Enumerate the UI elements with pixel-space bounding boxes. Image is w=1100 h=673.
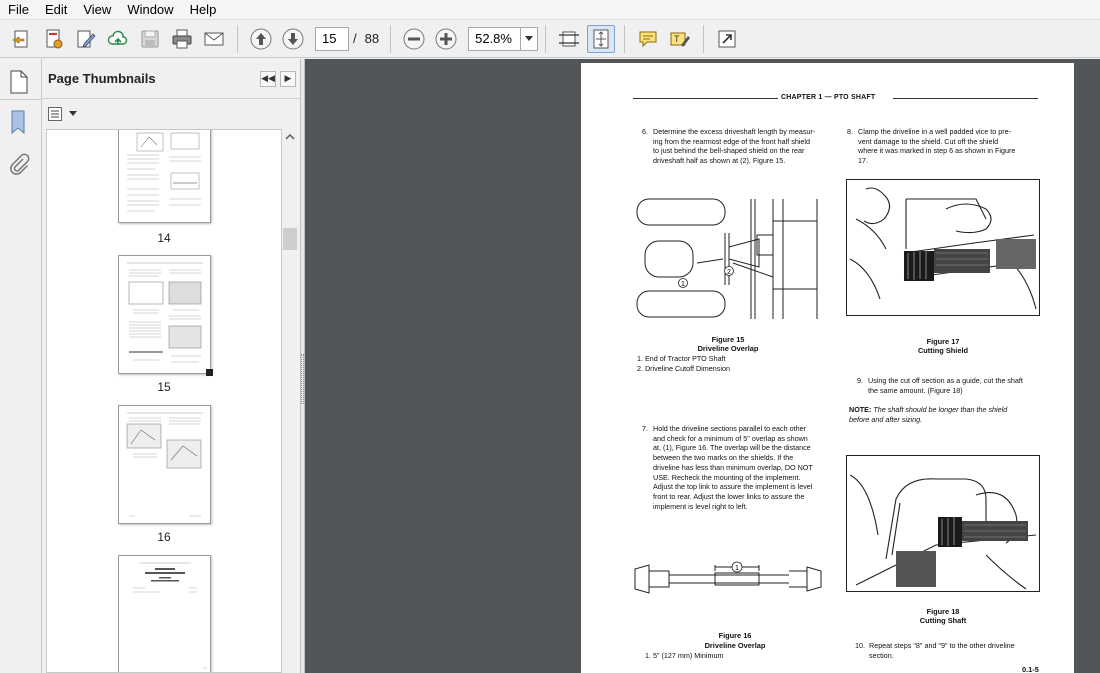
list-options-icon	[48, 107, 66, 121]
note	[849, 405, 1049, 424]
figure-17-photo	[846, 179, 1040, 316]
text-line: Determine the excess driveshaft length by measur-	[653, 127, 816, 136]
callout-1: 1	[735, 565, 739, 572]
toolbar-separator	[390, 25, 391, 53]
text-line: Adjust the top link to assure the implement is level	[653, 482, 813, 492]
page-thumbnails-panel	[42, 59, 300, 673]
previous-page-icon[interactable]	[247, 25, 275, 53]
menu-bar	[0, 0, 1100, 20]
menu-window[interactable]: Window	[127, 1, 174, 17]
next-page-icon[interactable]	[279, 25, 307, 53]
expand-panel-button[interactable]	[280, 71, 296, 87]
chevron-right-icon: ▶	[284, 73, 292, 83]
step-number: 8.	[847, 127, 853, 136]
page-thumbnail-16[interactable]	[118, 405, 211, 524]
collapse-panel-button[interactable]	[260, 71, 276, 87]
save-icon[interactable]	[136, 25, 164, 53]
callout-2: 2	[727, 269, 731, 276]
figure-18-photo	[846, 455, 1040, 592]
toolbar-separator	[703, 25, 704, 53]
figure-16-diagram	[631, 557, 827, 601]
text-line: where it was marked in step 6 as shown in Figure	[858, 146, 1016, 156]
fit-width-icon[interactable]	[555, 25, 583, 53]
text-line: Hold the driveline sections parallel to each other	[653, 424, 807, 433]
toolbar-separator	[624, 25, 625, 53]
comment-icon[interactable]	[634, 25, 662, 53]
panel-title: Page Thumbnails	[48, 71, 156, 86]
bookmark-icon[interactable]	[8, 109, 28, 140]
page-thumbnail-14[interactable]	[118, 129, 211, 223]
figure-16-item: 1. 5" (127 mm) Minimum	[645, 651, 724, 660]
attachment-icon[interactable]	[8, 153, 30, 182]
note-label: NOTE:	[849, 405, 872, 414]
text-line: 1. End of Tractor PTO Shaft	[637, 354, 726, 363]
page-thumbnail-17[interactable]	[118, 555, 211, 673]
thumbnail-list[interactable]	[46, 129, 282, 673]
figure-15-subtitle: Driveline Overlap	[697, 344, 759, 353]
menu-edit[interactable]: Edit	[44, 1, 68, 17]
step-number: 10.	[855, 641, 865, 650]
page-separator: /	[353, 31, 357, 46]
thumbnail-label: 14	[157, 231, 171, 245]
text-line: implement is level right to left.	[653, 501, 748, 511]
zoom-input[interactable]: 52.8%	[468, 27, 520, 51]
svg-text:T: T	[674, 33, 680, 44]
figure-17-title: Figure 17	[926, 337, 960, 346]
current-page-marker	[206, 369, 213, 376]
chevron-down-icon	[69, 111, 77, 117]
header-rule	[893, 98, 1038, 99]
text-line: Repeat steps "8" and "9" to the other driveline	[869, 641, 1015, 650]
text-line: Using the cut off section as a guide, cut the shaft	[868, 376, 1023, 385]
open-icon[interactable]	[8, 25, 36, 53]
text-line: to just behind the bell-shaped shield on the rear	[653, 146, 805, 156]
page-number-input[interactable]: 15	[315, 27, 349, 51]
step-7	[642, 424, 828, 511]
zoom-dropdown-button[interactable]	[520, 27, 538, 51]
thumbnail-label: 15	[157, 380, 171, 394]
print-icon[interactable]	[168, 25, 196, 53]
text-line: 2. Driveline Cutoff Dimension	[637, 363, 730, 373]
text-line: front to rear. Adjust the lower links to assure the	[653, 491, 805, 501]
chapter-heading: CHAPTER 1 — PTO SHAFT	[781, 94, 876, 101]
zoom-in-icon[interactable]	[432, 25, 460, 53]
figure-16-title: Figure 16	[718, 631, 752, 640]
figure-15-title: Figure 15	[711, 335, 745, 344]
menu-view[interactable]: View	[83, 1, 112, 17]
figure-18-subtitle: Cutting Shaft	[919, 616, 967, 625]
zoom-out-icon[interactable]	[400, 25, 428, 53]
text-line: section.	[869, 650, 894, 660]
page-number: 0.1-5	[1022, 665, 1039, 673]
text-line: driveline has less than minimum overlap, DO NOT	[653, 462, 813, 472]
header-rule	[633, 98, 778, 99]
step-10	[855, 641, 1049, 660]
fit-page-icon[interactable]	[587, 25, 615, 53]
toolbar	[0, 20, 1100, 58]
toolbar-separator	[237, 25, 238, 53]
toolbar-separator	[545, 25, 546, 53]
text-line: The shaft should be longer than the shield	[873, 405, 1008, 414]
double-chevron-left-icon: ◀◀	[261, 73, 275, 83]
text-line: ing from the rearmost edge of the front half shield	[653, 136, 811, 146]
step-number: 7.	[642, 424, 648, 433]
text-line: the same amount. (Figure 18)	[868, 385, 963, 395]
figure-15-items	[637, 354, 817, 373]
figure-18-title: Figure 18	[926, 607, 960, 616]
text-line: Clamp the driveline in a well padded vice to pre-	[858, 127, 1012, 136]
page-thumbnail-15[interactable]	[118, 255, 211, 374]
step-9	[857, 376, 1048, 395]
thumbnail-scrollbar[interactable]	[282, 129, 298, 673]
step-number: 6.	[642, 127, 648, 136]
page-total: 88	[364, 31, 380, 46]
text-line: 17.	[858, 156, 868, 166]
chevron-up-icon[interactable]	[282, 129, 298, 145]
menu-help[interactable]: Help	[189, 1, 217, 17]
figure-15-diagram	[633, 193, 823, 323]
chevron-down-icon	[525, 36, 533, 42]
options-menu-button[interactable]	[48, 107, 77, 121]
text-line: USE. Recheck the mounting of the implement.	[653, 472, 801, 482]
callout-1: 1	[681, 281, 685, 288]
expand-icon[interactable]	[713, 25, 741, 53]
pdf-page	[581, 63, 1074, 673]
edit-pdf-icon[interactable]	[72, 25, 100, 53]
step-8	[847, 127, 1043, 166]
menu-file[interactable]: File	[8, 1, 29, 17]
step-number: 9.	[857, 376, 863, 385]
text-line: before and after sizing.	[849, 414, 923, 424]
thumbnail-label: 16	[157, 530, 171, 544]
text-line: at, (1), Figure 16. The overlap will be the distance	[653, 443, 811, 453]
text-line: driveshaft half as shown at (2), Figure 15.	[653, 156, 786, 166]
navigation-strip	[0, 59, 42, 673]
figure-17-subtitle: Cutting Shield	[917, 346, 969, 355]
text-line: vent damage to the shield. Cut off the shield	[858, 136, 999, 146]
page-thumbnails-icon[interactable]	[8, 69, 30, 100]
upload-cloud-icon[interactable]	[104, 25, 132, 53]
scrollbar-thumb[interactable]	[283, 228, 297, 250]
figure-16-subtitle: Driveline Overlap	[704, 641, 766, 650]
highlight-icon[interactable]	[666, 25, 694, 53]
text-line: between the two marks on the shields. If the	[653, 453, 794, 463]
create-pdf-icon[interactable]	[40, 25, 68, 53]
text-line: and check for a minimum of 5" overlap as shown	[653, 433, 808, 443]
email-icon[interactable]	[200, 25, 228, 53]
document-view[interactable]	[305, 59, 1100, 673]
step-6	[642, 127, 828, 166]
